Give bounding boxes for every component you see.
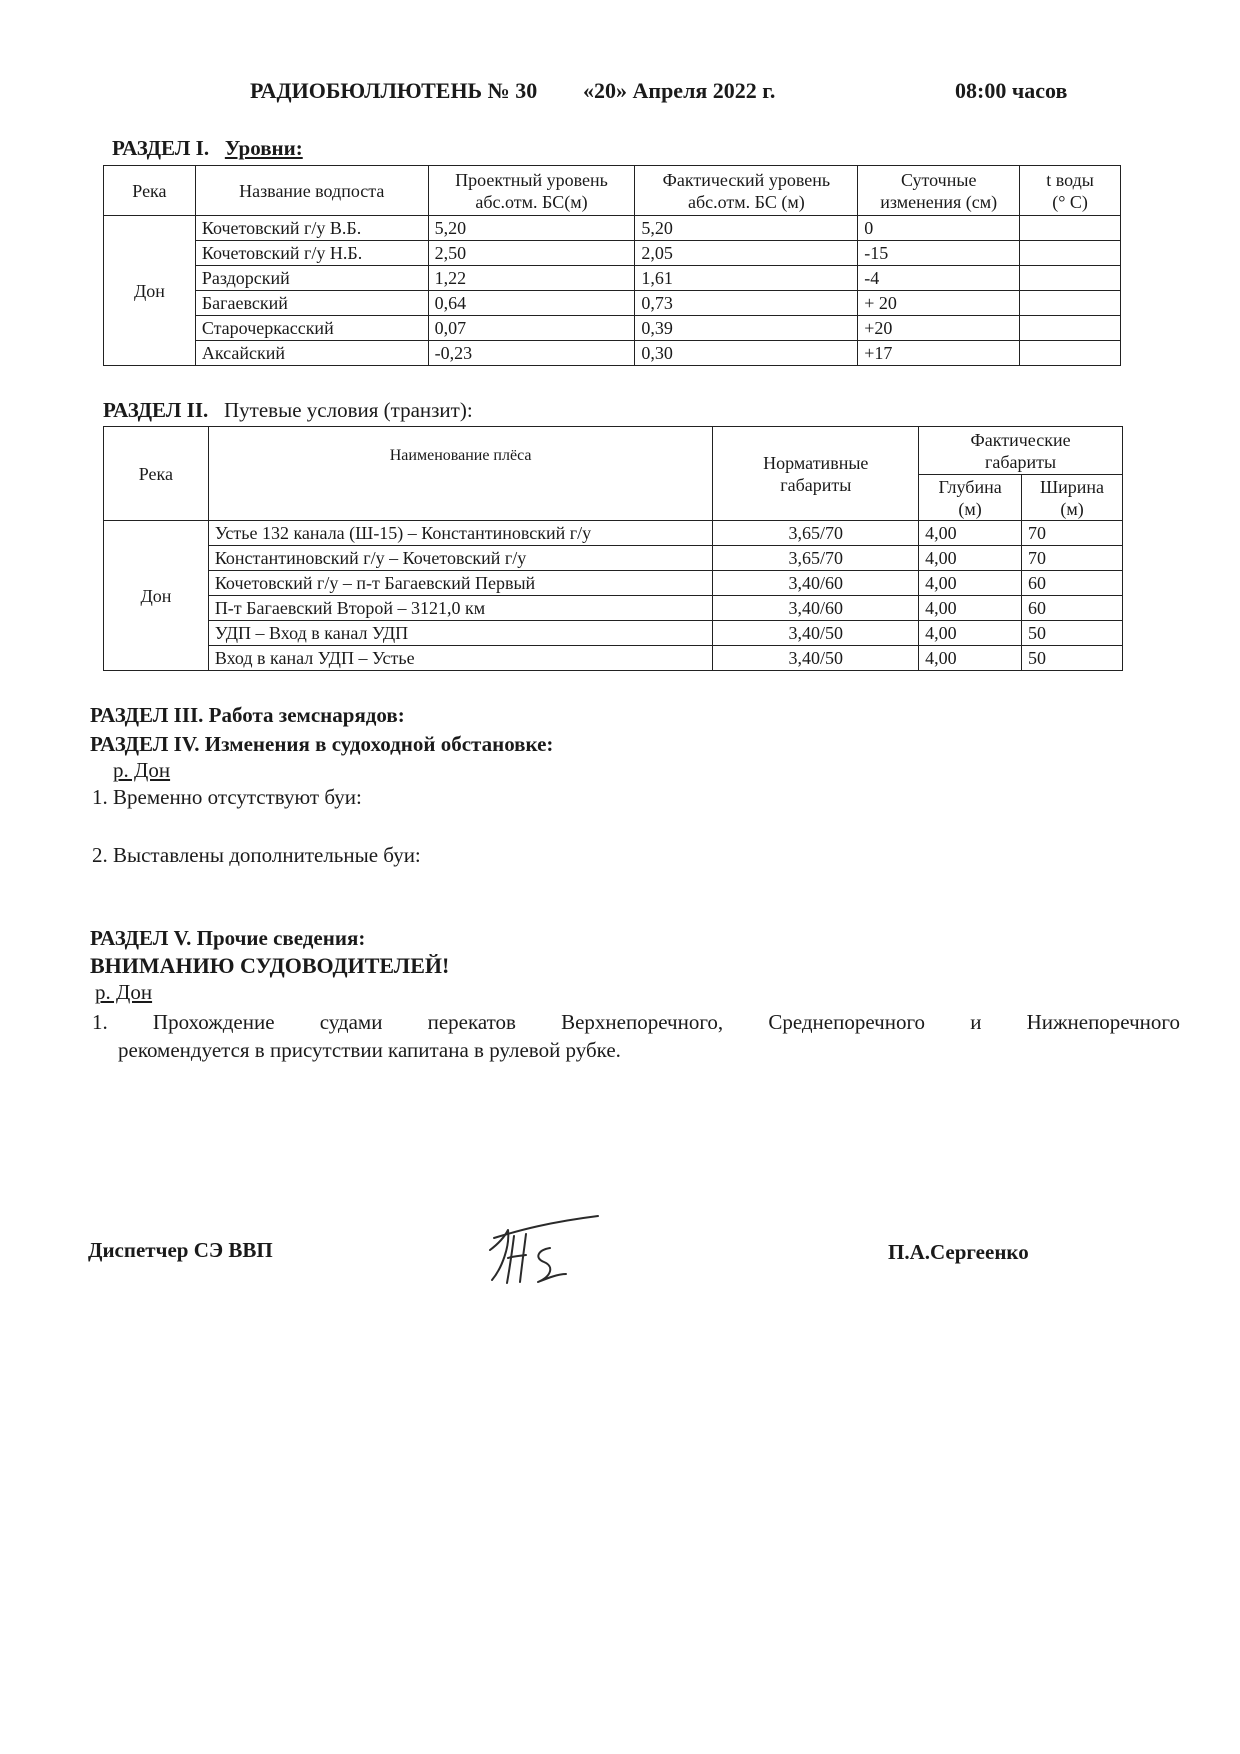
section5-item-1-line1: 1. Прохождение судами перекатов Верхнепоречного, Среднепоречного и Нижнепоречного xyxy=(92,1010,1180,1034)
project-level: 0,64 xyxy=(428,291,635,316)
depth: 4,00 xyxy=(919,546,1022,571)
col-actual-dims xyxy=(919,427,1123,475)
col-width-line1: Ширина xyxy=(1040,476,1105,497)
section1-name: Уровни: xyxy=(224,136,303,160)
width: 60 xyxy=(1022,596,1123,621)
water-temp xyxy=(1020,266,1121,291)
actual-level: 2,05 xyxy=(635,241,858,266)
width: 50 xyxy=(1022,646,1123,671)
table-row xyxy=(104,546,1123,571)
col-actual-dims-line2: габариты xyxy=(985,451,1057,472)
depth: 4,00 xyxy=(919,571,1022,596)
table-row xyxy=(104,291,1121,316)
post-name: Багаевский xyxy=(195,291,428,316)
table-row xyxy=(104,266,1121,291)
post-name: Аксайский xyxy=(195,341,428,366)
dispatcher-role: Диспетчер СЭ ВВП xyxy=(88,1238,273,1262)
depth: 4,00 xyxy=(919,646,1022,671)
col-reach-name: Наименование плёса xyxy=(208,427,713,521)
col-project-level-line1: Проектный уровень xyxy=(455,169,608,190)
reach-name: Кочетовский г/у – п-т Багаевский Первый xyxy=(208,571,713,596)
col-project-level-line2: абс.отм. БС(м) xyxy=(475,191,588,212)
depth: 4,00 xyxy=(919,596,1022,621)
section5-item-1-line2: рекомендуется в присутствии капитана в рулевой рубке. xyxy=(118,1038,621,1062)
section2-name: Путевые условия (транзит): xyxy=(224,398,473,422)
levels-header-row xyxy=(104,166,1121,216)
col-depth-line2: (м) xyxy=(958,498,982,519)
col-norm-dims-line2: габариты xyxy=(780,474,852,495)
daily-change: +17 xyxy=(858,341,1020,366)
project-level: 0,07 xyxy=(428,316,635,341)
water-temp xyxy=(1020,241,1121,266)
bulletin-time: 08:00 часов xyxy=(955,78,1068,103)
reach-name: Константиновский г/у – Кочетовский г/у xyxy=(208,546,713,571)
width: 60 xyxy=(1022,571,1123,596)
section4-item-2: 2. Выставлены дополнительные буи: xyxy=(92,843,421,867)
levels-table xyxy=(103,165,1121,366)
section4-title: РАЗДЕЛ IV. Изменения в судоходной обстановке: xyxy=(90,732,554,756)
table-row xyxy=(104,216,1121,241)
section2-number: РАЗДЕЛ II. xyxy=(103,398,209,422)
section4-river: р. Дон xyxy=(113,758,171,782)
water-temp xyxy=(1020,216,1121,241)
section2-title xyxy=(103,398,473,423)
col-actual-dims-line1: Фактические xyxy=(970,429,1071,450)
col-norm-dims xyxy=(713,427,919,521)
width: 50 xyxy=(1022,621,1123,646)
handwritten-signature xyxy=(480,1208,610,1293)
table-row xyxy=(104,521,1123,546)
actual-level: 5,20 xyxy=(635,216,858,241)
section4-item-1: 1. Временно отсутствуют буи: xyxy=(92,785,362,809)
col-actual-level-line2: абс.отм. БС (м) xyxy=(687,191,805,212)
norm-dims: 3,40/50 xyxy=(713,621,919,646)
table-row xyxy=(104,621,1123,646)
table-row xyxy=(104,646,1123,671)
daily-change: -4 xyxy=(858,266,1020,291)
post-name: Раздорский xyxy=(195,266,428,291)
section1-title xyxy=(112,136,303,161)
water-temp xyxy=(1020,316,1121,341)
table-row xyxy=(104,241,1121,266)
water-temp xyxy=(1020,341,1121,366)
project-level: -0,23 xyxy=(428,341,635,366)
col-width xyxy=(1022,475,1123,521)
table-row xyxy=(104,316,1121,341)
norm-dims: 3,40/60 xyxy=(713,571,919,596)
dispatcher-name: П.А.Сергеенко xyxy=(888,1240,1029,1264)
table-row xyxy=(104,596,1123,621)
col-river: Река xyxy=(104,427,209,521)
actual-level: 1,61 xyxy=(635,266,858,291)
norm-dims: 3,65/70 xyxy=(713,521,919,546)
col-water-temp-line1: t воды xyxy=(1046,169,1094,190)
norm-dims: 3,65/70 xyxy=(713,546,919,571)
bulletin-title: РАДИОБЮЛЛЮТЕНЬ № 30 xyxy=(250,78,538,103)
daily-change: 0 xyxy=(858,216,1020,241)
col-depth xyxy=(919,475,1022,521)
col-daily-change xyxy=(858,166,1020,216)
section5-river: р. Дон xyxy=(95,980,153,1004)
table-row xyxy=(104,341,1121,366)
depth: 4,00 xyxy=(919,521,1022,546)
reach-name: Устье 132 канала (Ш-15) – Константиновский г/у xyxy=(208,521,713,546)
transit-header-row xyxy=(104,427,1123,475)
project-level: 1,22 xyxy=(428,266,635,291)
water-temp xyxy=(1020,291,1121,316)
col-actual-level-line1: Фактический уровень xyxy=(662,169,831,190)
col-depth-line1: Глубина xyxy=(938,476,1002,497)
transit-table xyxy=(103,426,1123,671)
river-cell: Дон xyxy=(104,521,209,671)
reach-name: Вход в канал УДП – Устье xyxy=(208,646,713,671)
depth: 4,00 xyxy=(919,621,1022,646)
col-post: Название водпоста xyxy=(195,166,428,216)
col-width-line2: (м) xyxy=(1060,498,1084,519)
project-level: 2,50 xyxy=(428,241,635,266)
col-norm-dims-line1: Нормативные xyxy=(763,452,869,473)
width: 70 xyxy=(1022,546,1123,571)
actual-level: 0,39 xyxy=(635,316,858,341)
reach-name: П-т Багаевский Второй – 3121,0 км xyxy=(208,596,713,621)
actual-level: 0,30 xyxy=(635,341,858,366)
project-level: 5,20 xyxy=(428,216,635,241)
col-river: Река xyxy=(104,166,196,216)
post-name: Кочетовский г/у В.Б. xyxy=(195,216,428,241)
river-cell: Дон xyxy=(104,216,196,366)
width: 70 xyxy=(1022,521,1123,546)
section5-title: РАЗДЕЛ V. Прочие сведения: xyxy=(90,926,366,950)
col-project-level xyxy=(428,166,635,216)
daily-change: +20 xyxy=(858,316,1020,341)
col-water-temp xyxy=(1020,166,1121,216)
col-daily-change-line1: Суточные xyxy=(900,169,977,190)
col-actual-level xyxy=(635,166,858,216)
norm-dims: 3,40/50 xyxy=(713,646,919,671)
col-water-temp-line2: (° С) xyxy=(1052,191,1088,212)
post-name: Старочеркасский xyxy=(195,316,428,341)
col-daily-change-line2: изменения (см) xyxy=(880,191,998,212)
daily-change: -15 xyxy=(858,241,1020,266)
attention-heading: ВНИМАНИЮ СУДОВОДИТЕЛЕЙ! xyxy=(90,953,450,978)
actual-level: 0,73 xyxy=(635,291,858,316)
daily-change: + 20 xyxy=(858,291,1020,316)
norm-dims: 3,40/60 xyxy=(713,596,919,621)
reach-name: УДП – Вход в канал УДП xyxy=(208,621,713,646)
table-row xyxy=(104,571,1123,596)
section1-number: РАЗДЕЛ I. xyxy=(112,136,210,160)
section3-title: РАЗДЕЛ III. Работа земснарядов: xyxy=(90,703,405,727)
bulletin-date: «20» Апреля 2022 г. xyxy=(583,78,776,103)
post-name: Кочетовский г/у Н.Б. xyxy=(195,241,428,266)
